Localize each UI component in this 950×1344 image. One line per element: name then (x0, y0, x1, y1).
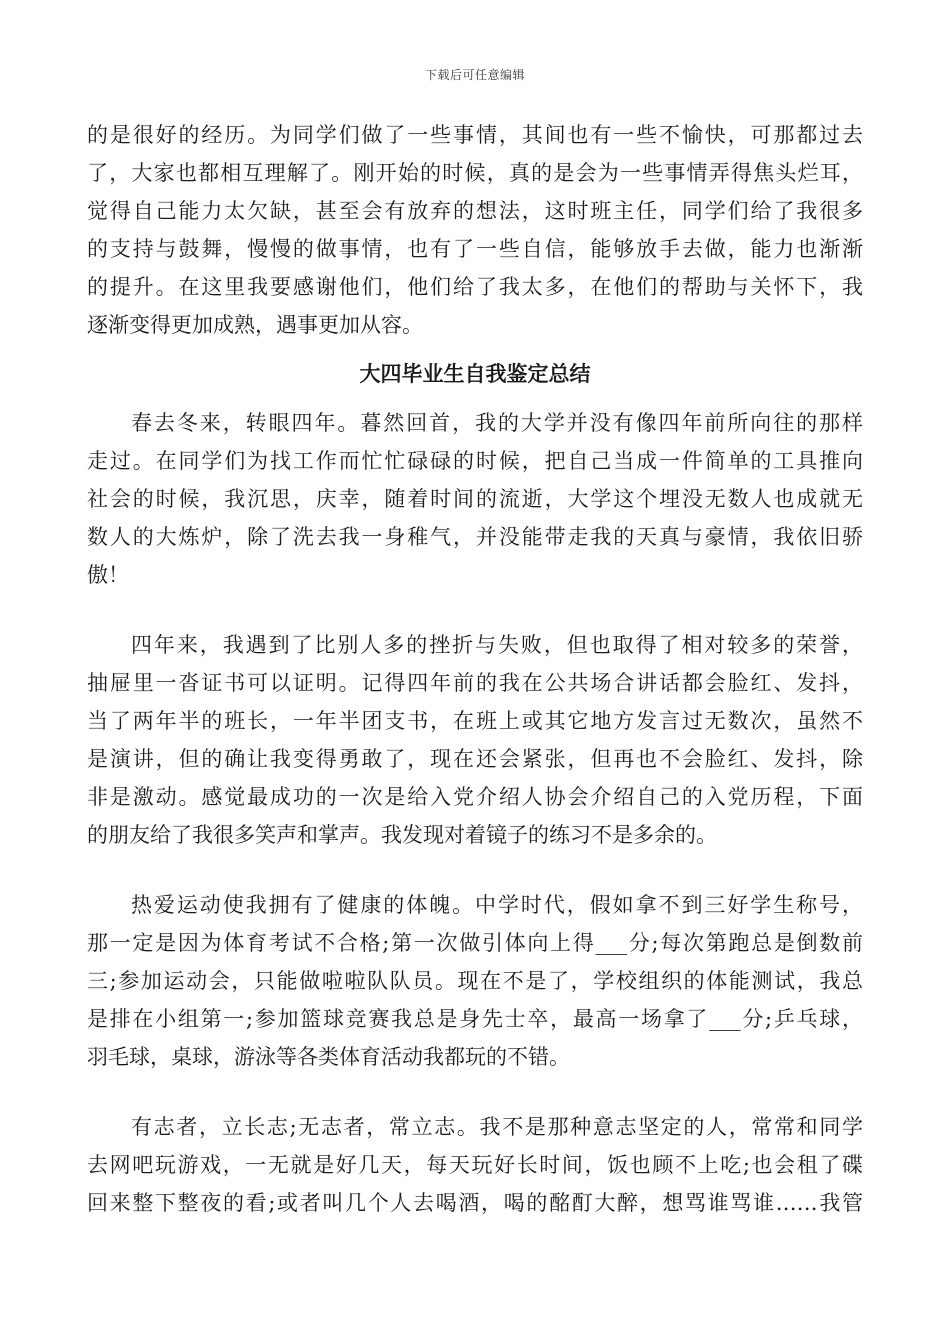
paragraph-line: 回来整下整夜的看;或者叫几个人去喝酒，喝的酩酊大醉，想骂谁骂谁……我管 (87, 1191, 863, 1215)
paragraph-line: 羽毛球，桌球，游泳等各类体育活动我都玩的不错。 (87, 1045, 570, 1069)
paragraph-line: 抽屉里一沓证书可以证明。记得四年前的我在公共场合讲话都会脸红、发抖， (87, 671, 863, 695)
paragraph-line: 了，大家也都相互理解了。刚开始的时候，真的是会为一些事情弄得焦头烂耳， (87, 161, 863, 185)
intro-paragraph (87, 116, 863, 344)
paragraph-line: 的提升。在这里我要感谢他们，他们给了我太多，在他们的帮助与关怀下，我 (87, 275, 863, 299)
paragraph-line: 数人的大炼炉，除了洗去我一身稚气，并没能带走我的天真与豪情，我依旧骄 (87, 525, 863, 549)
paragraph-3 (87, 886, 863, 1076)
paragraph-line: 的朋友给了我很多笑声和掌声。我发现对着镜子的练习不是多余的。 (87, 823, 717, 847)
paragraph-2 (87, 626, 863, 854)
paragraph-line: 当了两年半的班长，一年半团支书，在班上或其它地方发言过无数次，虽然不 (87, 709, 863, 733)
page-header: 下载后可任意编辑 (424, 68, 525, 82)
paragraph-spacer (87, 594, 863, 626)
section-title: 大四毕业生自我鉴定总结 (359, 361, 591, 386)
paragraph-spacer (87, 1076, 863, 1108)
paragraph-spacer (87, 854, 863, 886)
paragraph-line: 三;参加运动会，只能做啦啦队队员。现在不是了，学校组织的体能测试，我总 (87, 969, 863, 993)
paragraph-line: 去网吧玩游戏，一无就是好几天，每天玩好长时间，饭也顾不上吃;也会租了碟 (87, 1153, 863, 1177)
paragraph-line: 四年来，我遇到了比别人多的挫折与失败，但也取得了相对较多的荣誉， (131, 633, 863, 657)
paragraph-line: 是排在小组第一;参加篮球竞赛我总是身先士卒，最高一场拿了___分;乒乓球， (87, 1007, 863, 1031)
paragraph-line: 的是很好的经历。为同学们做了一些事情，其间也有一些不愉快，可那都过去 (87, 123, 863, 147)
paragraph-line: 非是激动。感觉最成功的一次是给入党介绍人协会介绍自己的入党历程，下面 (87, 785, 863, 809)
paragraph-line: 傲！ (87, 563, 129, 587)
paragraph-line: 春去冬来，转眼四年。暮然回首，我的大学并没有像四年前所向往的那样 (131, 411, 863, 435)
paragraph-line: 有志者，立长志;无志者，常立志。我不是那种意志坚定的人，常常和同学 (131, 1115, 863, 1139)
paragraph-line: 觉得自己能力太欠缺，甚至会有放弃的想法，这时班主任，同学们给了我很多 (87, 199, 863, 223)
paragraph-line: 是演讲，但的确让我变得勇敢了，现在还会紧张，但再也不会脸红、发抖，除 (87, 747, 863, 771)
paragraph-4 (87, 1108, 863, 1222)
paragraph-line: 逐渐变得更加成熟，遇事更加从容。 (87, 313, 423, 337)
paragraph-line: 热爱运动使我拥有了健康的体魄。中学时代，假如拿不到三好学生称号， (131, 893, 863, 917)
paragraph-line: 那一定是因为体育考试不合格;第一次做引体向上得___分;每次第跑总是倒数前 (87, 931, 863, 955)
paragraph-1 (87, 404, 863, 594)
paragraph-line: 的支持与鼓舞，慢慢的做事情，也有了一些自信，能够放手去做，能力也渐渐 (87, 237, 863, 261)
paragraph-line: 社会的时候，我沉思，庆幸，随着时间的流逝，大学这个埋没无数人也成就无 (87, 487, 863, 511)
document-body (87, 116, 863, 1222)
paragraph-line: 走过。在同学们为找工作而忙忙碌碌的时候，把自己当成一件简单的工具推向 (87, 449, 863, 473)
